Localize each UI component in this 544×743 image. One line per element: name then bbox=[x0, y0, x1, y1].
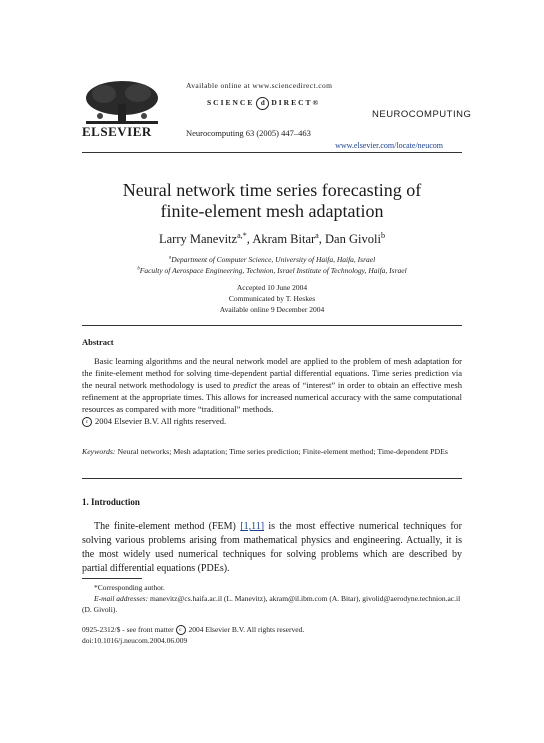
section-heading: 1. Introduction bbox=[82, 497, 140, 507]
affiliation-a bbox=[82, 255, 462, 264]
abstract-copyright bbox=[82, 415, 462, 427]
email-note bbox=[82, 593, 462, 615]
copyright-icon: c bbox=[82, 417, 92, 427]
article-dates bbox=[82, 282, 462, 315]
abstract-emphasis: predict bbox=[233, 380, 257, 390]
author-name: Akram Bitar bbox=[252, 232, 316, 246]
journal-reference: Neurocomputing 63 (2005) 447–463 bbox=[186, 128, 311, 138]
affiliation-text: Faculty of Aerospace Engineering, Technion, Israel Institute of Technology, Haifa, Israel bbox=[139, 266, 407, 275]
email-addresses: manevitz@cs.haifa.ac.il (L. Manevitz), akram@il.ibm.com (A. Bitar), givolid@aerodyne.technion.ac.il (D. Givoli). bbox=[82, 594, 461, 614]
abstract-heading: Abstract bbox=[82, 337, 114, 347]
abstract-text: Basic learning algorithms and the neural network model are applied to the problem of mesh adaptation for the finite-element method for solving time-dependent partial differential equations. Time series prediction via the neural network methodology is used to bbox=[82, 356, 462, 390]
affiliation-text: Department of Computer Science, University of Haifa, Haifa, Israel bbox=[171, 255, 376, 264]
abstract-bottom-rule bbox=[82, 478, 462, 479]
journal-logo: NEUROCOMPUTING bbox=[372, 109, 472, 120]
author-name: Larry Manevitz bbox=[158, 232, 238, 246]
citation-link[interactable]: [1,11] bbox=[240, 521, 265, 532]
email-label: E-mail addresses: bbox=[94, 594, 149, 603]
copyright-icon: c bbox=[176, 625, 186, 635]
keywords bbox=[82, 446, 462, 457]
sciencedirect-suffix: DIRECT® bbox=[271, 98, 321, 107]
abstract-paragraph bbox=[82, 355, 462, 415]
author-affil-mark: a,* bbox=[237, 230, 247, 240]
journal-url-link[interactable]: www.elsevier.com/locate/neucom bbox=[335, 141, 443, 150]
accepted-date: Accepted 10 June 2004 bbox=[236, 283, 308, 292]
sciencedirect-logo bbox=[207, 97, 320, 110]
issn-rights: 2004 Elsevier B.V. All rights reserved. bbox=[188, 625, 305, 634]
sciencedirect-prefix: SCIENCE bbox=[207, 98, 255, 107]
intro-paragraph bbox=[82, 520, 462, 576]
abstract-text: the areas of “interest” in order to obtain an effective mesh refinement at the appropriate times. This allows for increased numerical accuracy with the same computational resources as compared with more “traditional” methods. bbox=[82, 380, 462, 414]
issn-text: 0925-2312/$ - see front matter bbox=[82, 625, 174, 634]
issn-line bbox=[82, 624, 462, 635]
corresponding-author-note: *Corresponding author. bbox=[94, 583, 165, 592]
article-title bbox=[82, 180, 462, 222]
doi-line: doi:10.1016/j.neucom.2004.06.009 bbox=[82, 636, 188, 645]
abstract-body bbox=[82, 355, 462, 427]
communicated-by: Communicated by T. Heskes bbox=[228, 294, 316, 303]
footnotes bbox=[82, 582, 462, 615]
author-list: Larry Manevitz$^{a,*}$, Akram Bitar$^a$, Dan Givoli$^b$ bbox=[158, 230, 385, 246]
affiliation-b bbox=[82, 266, 462, 275]
copyright-text: 2004 Elsevier B.V. All rights reserved. bbox=[95, 416, 227, 426]
keywords-text: Neural networks; Mesh adaptation; Time series prediction; Finite-element method; Time-dependent PDEs bbox=[117, 447, 448, 456]
affiliation-mark: b bbox=[137, 266, 140, 272]
sciencedirect-d-icon: d bbox=[256, 97, 269, 110]
online-date: Available online 9 December 2004 bbox=[219, 305, 325, 314]
author-affil-mark: a bbox=[315, 230, 319, 240]
author-name: Dan Givoli bbox=[325, 232, 381, 246]
publisher-logo-text: ELSEVIER bbox=[82, 124, 152, 139]
keywords-label: Keywords: bbox=[82, 447, 116, 456]
title-line-2: finite-element mesh adaptation bbox=[160, 201, 384, 221]
title-line-1: Neural network time series forecasting of bbox=[122, 180, 422, 200]
intro-text: is the most effective numerical techniques for solving various problems arising from mathematical physics and engineering. Actually, it is the most widely used numerical techniques for solving problems which are described by partial differential equations (PDEs). bbox=[82, 521, 462, 574]
author-affil-mark: b bbox=[380, 230, 385, 240]
abstract-top-rule bbox=[82, 325, 462, 326]
footnote-rule bbox=[82, 578, 142, 579]
affiliation-mark: a bbox=[168, 255, 172, 261]
intro-text: The finite-element method (FEM) bbox=[94, 521, 241, 532]
availability-line: Available online at www.sciencedirect.com bbox=[186, 81, 333, 90]
header-divider bbox=[82, 152, 462, 153]
